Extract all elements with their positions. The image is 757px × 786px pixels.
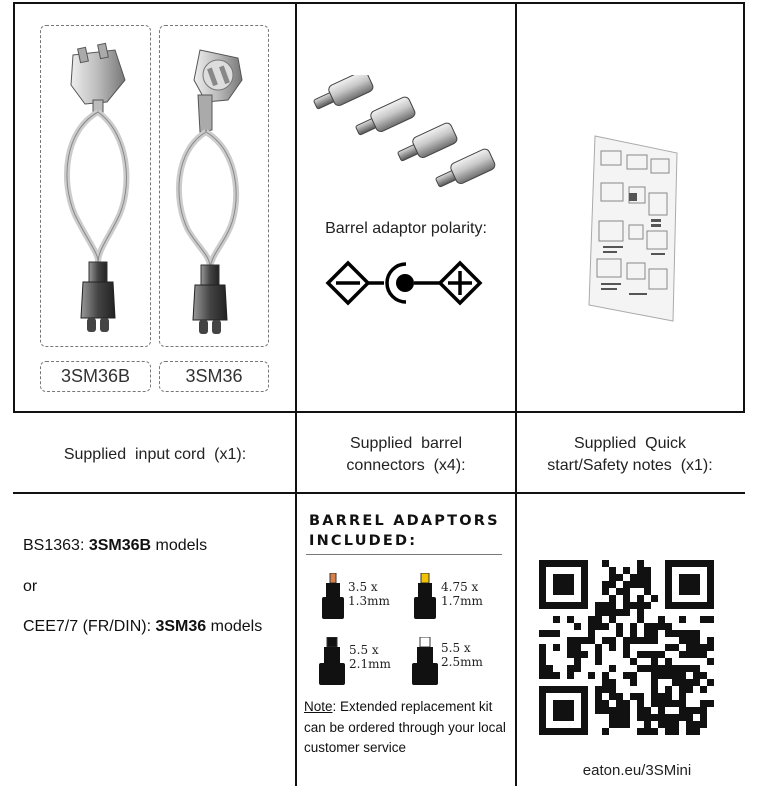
barrel-connectors-image — [300, 75, 510, 195]
quick-start-caption-line1: Supplied Quick — [573, 435, 687, 452]
bs1363-spec — [23, 537, 207, 555]
input-cord-caption: Supplied input cord (x1): — [63, 446, 247, 463]
adaptor-3-5-size-a: 3.5 x — [348, 580, 378, 594]
bs1363-prefix: BS1363: — [23, 537, 89, 554]
table-border-right — [743, 2, 745, 413]
adaptor-5-5-2-1-size — [349, 643, 391, 671]
adaptor-5-5-2-5-icon — [410, 637, 440, 687]
adaptor-4-75-size-a: 4.75 x — [441, 580, 479, 594]
adaptor-4-75-icon — [412, 573, 438, 621]
adaptor-3-5-icon — [320, 573, 346, 621]
table-row-divider-2 — [13, 492, 745, 494]
quick-start-caption-line2: start/Safety notes (x1): — [547, 457, 713, 474]
polarity-symbol-icon — [322, 256, 492, 310]
adaptor-5-5-2-5-size-a: 5.5 x — [441, 641, 471, 655]
barrel-polarity-label: Barrel adaptor polarity: — [325, 220, 487, 237]
cord-eu-model-label: 3SM36 — [185, 366, 243, 386]
adaptor-5-5-2-5-size-b: 2.5mm — [441, 655, 483, 669]
bs1363-model: 3SM36B — [88, 537, 152, 554]
adaptor-4-75-size-b: 1.7mm — [441, 594, 483, 608]
table-border-top — [13, 2, 745, 4]
barrel-caption-line1: Supplied barrel — [349, 435, 463, 452]
adaptor-5-5-2-5-size — [441, 641, 483, 669]
uk-power-cord-image — [55, 40, 140, 340]
support-url[interactable]: eaton.eu/3SMini — [582, 762, 692, 779]
cee77-suffix: models — [206, 618, 263, 635]
replacement-kit-note — [304, 697, 509, 759]
adaptor-5-5-2-1-size-b: 2.1mm — [349, 657, 391, 671]
adaptor-5-5-2-1-icon — [317, 637, 347, 687]
note-label: Note — [304, 699, 333, 714]
cord-uk-model-label: 3SM36B — [60, 366, 131, 386]
table-border-left — [13, 2, 15, 413]
note-text: : Extended replacement kit can be ordered through your local customer service — [304, 699, 506, 755]
barrel-adaptors-divider — [306, 554, 502, 555]
barrel-adaptors-title-line1: BARREL ADAPTORS — [309, 513, 500, 529]
bs1363-suffix: models — [151, 537, 208, 554]
barrel-adaptors-title-line2: INCLUDED: — [309, 533, 418, 549]
quick-start-document-image — [585, 133, 685, 323]
eu-power-cord-image — [170, 40, 260, 340]
adaptor-4-75-size — [441, 580, 483, 608]
adaptor-5-5-2-1-size-a: 5.5 x — [349, 643, 379, 657]
table-divider-2 — [515, 2, 517, 786]
barrel-caption-line2: connectors (x4): — [346, 457, 466, 474]
or-text: or — [23, 578, 38, 595]
cee77-model: 3SM36 — [155, 618, 207, 635]
adaptor-3-5-size — [348, 580, 390, 608]
barrel-adaptors-title — [309, 511, 500, 551]
qr-code-image[interactable] — [539, 560, 715, 736]
cee77-prefix: CEE7/7 (FR/DIN): — [23, 618, 156, 635]
table-divider-1 — [295, 2, 297, 786]
adaptor-3-5-size-b: 1.3mm — [348, 594, 390, 608]
table-row-divider-1 — [13, 411, 745, 413]
cee77-spec — [23, 618, 262, 636]
